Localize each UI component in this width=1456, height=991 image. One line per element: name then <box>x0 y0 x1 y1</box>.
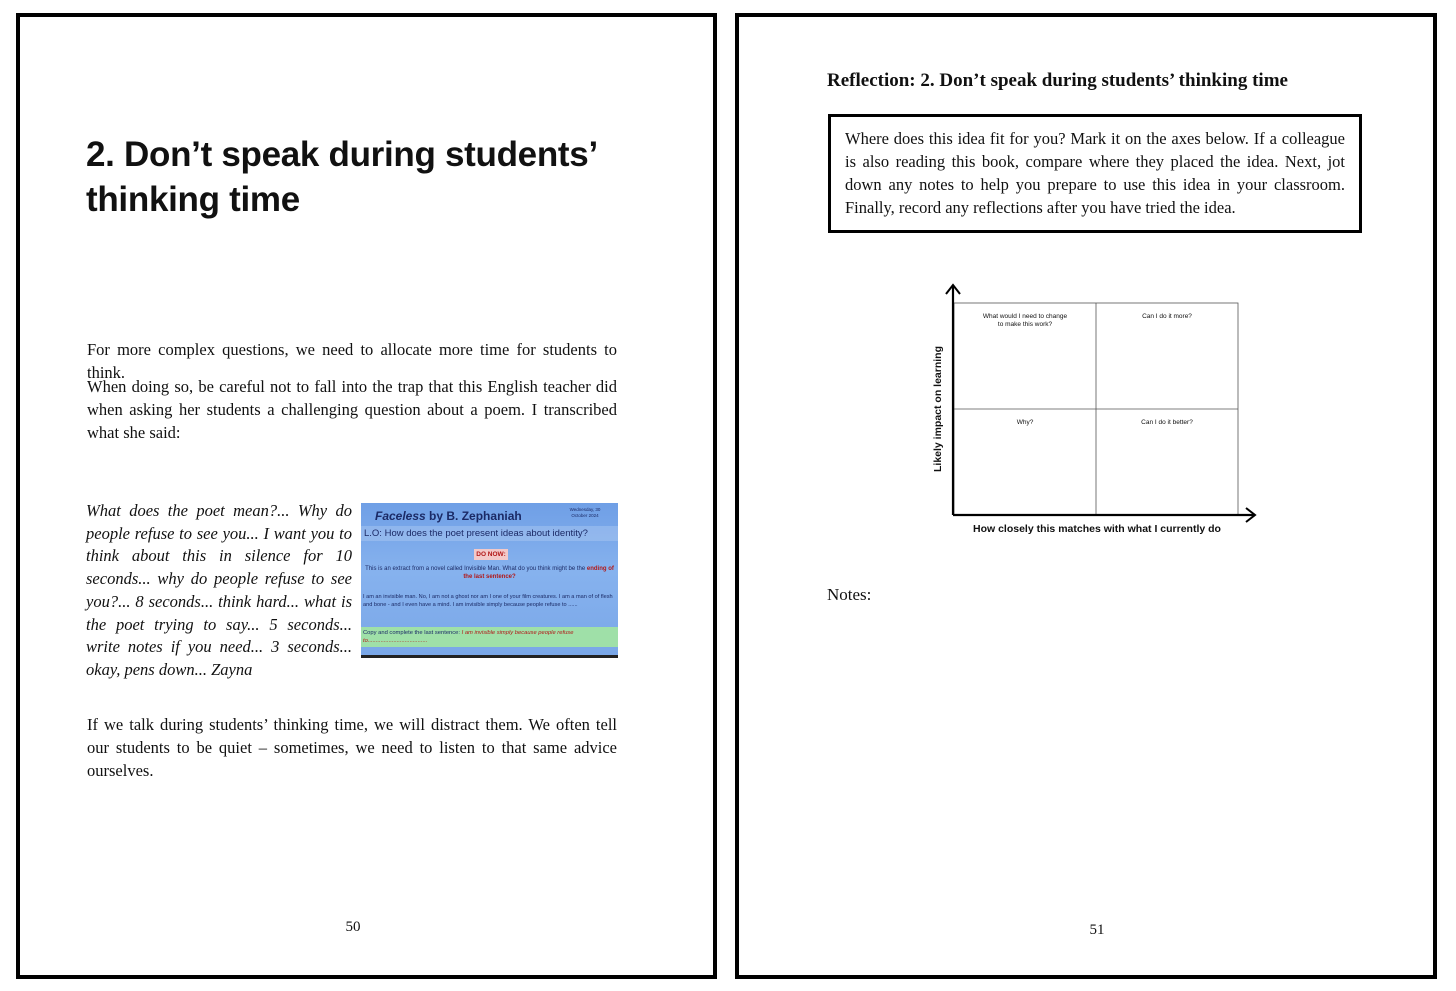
notes-label: Notes: <box>827 585 872 604</box>
slide-task-a: Copy and complete the last sentence: <box>363 630 462 636</box>
slide-title <box>375 509 522 523</box>
slide-task <box>361 627 618 647</box>
quadrant-label-top-left-line2: to make this work? <box>997 321 1053 328</box>
slide-text: I am an invisible man. No, I am not a ghost nor am I one of your film creatures. I am a man of of flesh and bone - and I even have a mind. I am invisible simply because people refuse to ...... <box>363 594 613 608</box>
slide-extract-a: This is an extract from a novel called Invisible Man. What do you think might be the <box>365 566 587 572</box>
slide-extract-b: ending of the last sentence? <box>463 566 614 580</box>
reflection-title: Reflection: 2. Don’t speak during students’ thinking time <box>827 70 1288 91</box>
slide-do-now: DO NOW: <box>474 549 508 560</box>
right-page <box>735 13 1437 979</box>
teacher-quote: What does the poet mean?... Why do people refuse to see you... I want you to think about this in silence for 10 seconds... why do people refuse to see you?... 8 seconds... think hard... what is the poet trying to say... 5 seconds... write notes if you need... 3 seconds... okay, pens down... Zayna <box>86 501 352 679</box>
quadrant-label-top-right: Can I do it more? <box>1142 313 1192 320</box>
quadrant-label-top-left-line1: What would I need to change <box>982 313 1068 320</box>
reflection-quadrant-chart <box>919 275 1269 545</box>
slide-date-line2: October 2024 <box>571 513 599 518</box>
slide-title-rest: by B. Zephaniah <box>425 509 522 523</box>
slide-task-b: I am invisible simply because people refuse to..................................... <box>363 630 574 644</box>
page-number-left: 50 <box>345 919 361 935</box>
y-axis-label: Likely impact on learning <box>932 345 944 473</box>
chapter-title-line2: thinking time <box>86 180 300 219</box>
slide-title-italic: Faceless <box>375 509 426 523</box>
instructions-text: Where does this idea fit for you? Mark it on the axes below. If a colleague is also reading this book, compare where they placed the idea. Next, jot down any notes to help you prepare to use this idea in your classroom. Finally, record any reflections after you have tried the idea. <box>845 129 1345 217</box>
quadrant-label-bottom-left: Why? <box>1016 419 1034 426</box>
paragraph-intro: For more complex questions, we need to allocate more time for students to think. <box>87 340 617 382</box>
instructions-box <box>828 114 1362 233</box>
slide-extract <box>361 565 618 581</box>
classroom-slide-photo <box>361 503 618 658</box>
slide-learning-objective: L.O: How does the poet present ideas about identity? <box>361 526 618 541</box>
chapter-title <box>86 132 646 222</box>
quadrant-label-bottom-right: Can I do it better? <box>1141 419 1193 426</box>
left-page <box>16 13 717 979</box>
chapter-title-line1: 2. Don’t speak during students’ <box>86 135 598 174</box>
slide-date <box>564 507 606 519</box>
page-number-right: 51 <box>1089 922 1105 938</box>
slide-date-line1: Wednesday, 30 <box>569 507 601 512</box>
paragraph-context: When doing so, be careful not to fall into the trap that this English teacher did when asking her students a challenging question about a poem. I transcribed what she said: <box>87 377 617 442</box>
paragraph-conclusion: If we talk during students’ thinking time, we will distract them. We often tell our students to be quiet – sometimes, we need to listen to that same advice ourselves. <box>87 715 617 780</box>
x-axis-label: How closely this matches with what I currently do <box>973 523 1221 535</box>
